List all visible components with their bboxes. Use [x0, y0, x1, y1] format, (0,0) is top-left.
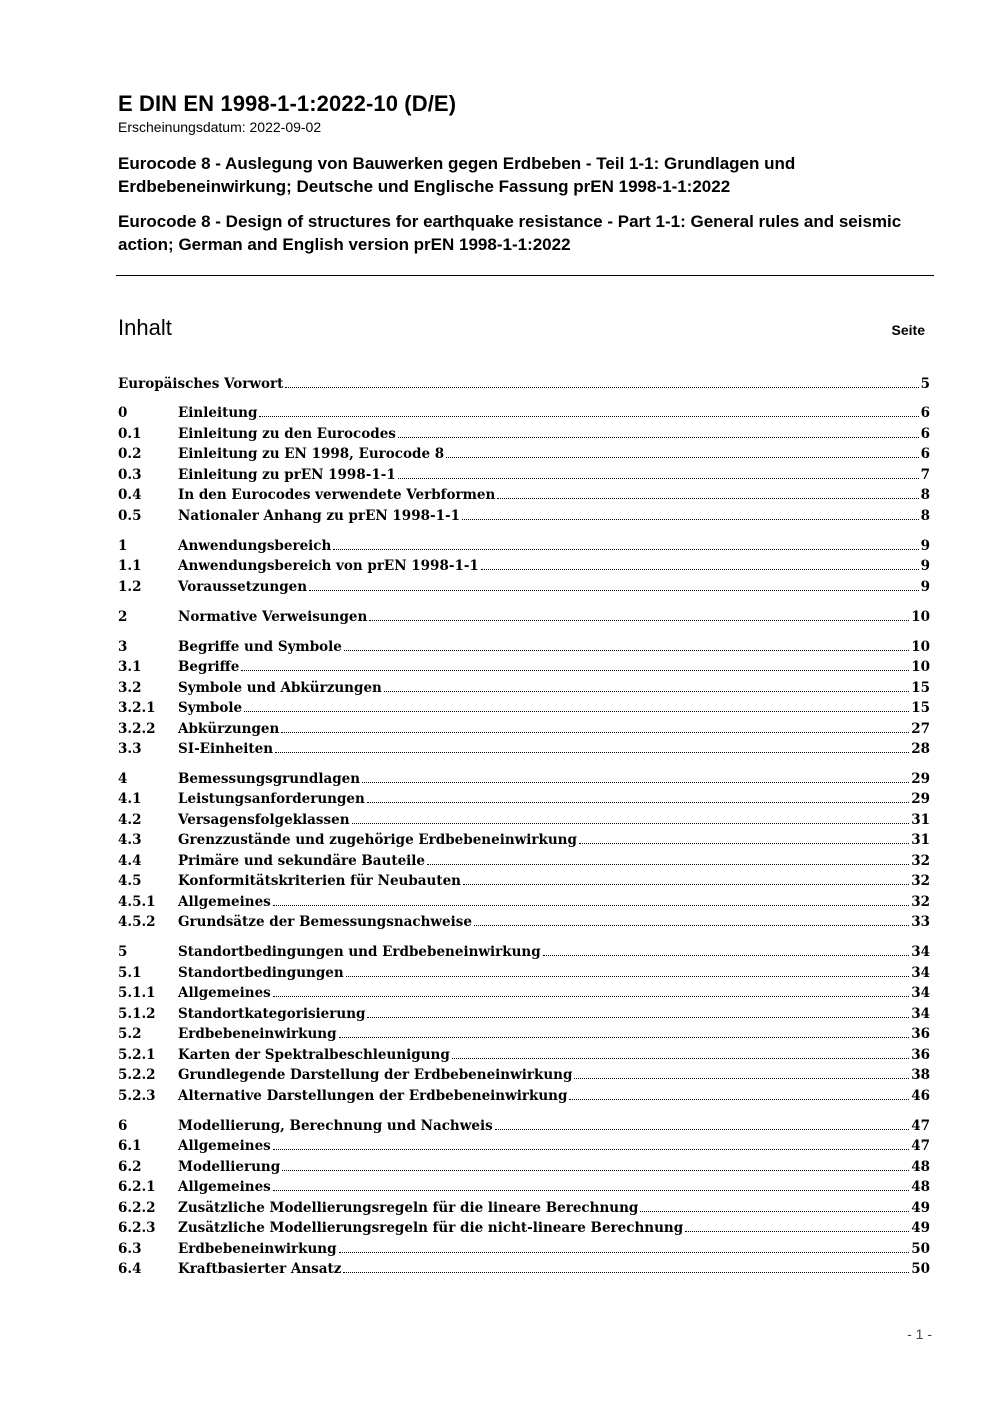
- toc-entry[interactable]: [118, 848, 930, 869]
- toc-entry-number: 0.3: [118, 466, 142, 483]
- toc-entry-title[interactable]: Bemessungsgrundlagen: [178, 770, 361, 787]
- toc-entry-title[interactable]: Modellierung: [178, 1158, 281, 1175]
- toc-dot-leader: [346, 976, 910, 977]
- toc-entry-number: 3.2: [118, 679, 142, 696]
- toc-entry-title[interactable]: Einleitung zu prEN 1998-1-1: [178, 466, 396, 483]
- toc-entry-page: 50: [911, 1240, 930, 1257]
- toc-dot-leader: [352, 823, 910, 824]
- toc-entry-page: 29: [911, 791, 930, 808]
- toc-entry-number: 0.2: [118, 446, 142, 463]
- toc-entry-title[interactable]: Versagensfolgeklassen: [178, 811, 350, 828]
- toc-entry-title[interactable]: SI-Einheiten: [178, 741, 274, 758]
- toc-entry-number: 0.4: [118, 487, 142, 504]
- toc-entry-page: 31: [911, 832, 930, 849]
- toc-entry[interactable]: [118, 1063, 930, 1084]
- toc-entry[interactable]: [118, 716, 930, 737]
- toc-entry-title[interactable]: Erdbebeneinwirkung: [178, 1026, 337, 1043]
- toc-dot-leader: [497, 498, 918, 499]
- toc-entry-title[interactable]: Europäisches Vorwort: [118, 375, 284, 392]
- toc-entry-title[interactable]: Abkürzungen: [178, 720, 280, 737]
- toc-dot-leader: [339, 1252, 910, 1253]
- toc-entry[interactable]: [118, 766, 930, 787]
- toc-entry-page: 50: [911, 1261, 930, 1278]
- toc-entry-page: 47: [911, 1117, 930, 1134]
- toc-entry-number: 4.1: [118, 791, 142, 808]
- toc-entry[interactable]: [118, 462, 930, 483]
- toc-entry-number: 6.1: [118, 1138, 142, 1155]
- toc-entry-number: 3.2.1: [118, 700, 156, 717]
- toc-entry-number: 6.4: [118, 1261, 142, 1278]
- toc-entry-number: 2: [118, 608, 128, 625]
- toc-entry-page: 10: [911, 638, 930, 655]
- toc-entry-number: 0.1: [118, 425, 142, 442]
- toc-entry-page: 6: [920, 405, 930, 422]
- toc-dot-leader: [452, 1058, 909, 1059]
- toc-entry-number: 6: [118, 1117, 128, 1134]
- toc-entry-number: 0: [118, 405, 128, 422]
- toc-entry-page: 38: [911, 1067, 930, 1084]
- toc-dot-leader: [367, 802, 909, 803]
- toc-entry-page: 46: [911, 1087, 930, 1104]
- toc-entry[interactable]: [118, 604, 930, 625]
- toc-entry[interactable]: [118, 807, 930, 828]
- toc-entry[interactable]: [118, 442, 930, 463]
- toc-entry[interactable]: [118, 1257, 930, 1278]
- toc-dot-leader: [446, 457, 918, 458]
- publication-date: Erscheinungsdatum: 2022-09-02: [118, 119, 322, 135]
- toc-entry-number: 6.3: [118, 1240, 142, 1257]
- toc-entry-number: 4.3: [118, 832, 142, 849]
- toc-entry-title[interactable]: Symbole: [178, 700, 243, 717]
- toc-entry-page: 31: [911, 811, 930, 828]
- toc-entry-title[interactable]: Grundlegende Darstellung der Erdbebeneinwirkung: [178, 1067, 573, 1084]
- toc-entry-title[interactable]: Einleitung zu den Eurocodes: [178, 425, 396, 442]
- toc-dot-leader: [273, 1190, 909, 1191]
- toc-entry-title[interactable]: Nationaler Anhang zu prEN 1998-1-1: [178, 507, 460, 524]
- toc-entry-title[interactable]: Erdbebeneinwirkung: [178, 1240, 337, 1257]
- toc-entry-title[interactable]: Einleitung zu EN 1998, Eurocode 8: [178, 446, 445, 463]
- toc-entry[interactable]: [118, 574, 930, 595]
- toc-entry-title[interactable]: Allgemeines: [178, 1138, 271, 1155]
- toc-dot-leader: [282, 1170, 909, 1171]
- toc-dot-leader: [343, 1272, 909, 1273]
- toc-entry-number: 1.1: [118, 558, 142, 575]
- toc-entry[interactable]: [118, 869, 930, 890]
- toc-entry-title[interactable]: Allgemeines: [178, 985, 271, 1002]
- toc-dot-leader: [309, 590, 919, 591]
- toc-entry-title[interactable]: Anwendungsbereich von prEN 1998-1-1: [178, 558, 479, 575]
- toc-entry-number: 1: [118, 537, 128, 554]
- toc-entry-number: 5.1.2: [118, 1005, 156, 1022]
- toc-entry-title[interactable]: Zusätzliche Modellierungsregeln für die nicht-lineare Berechnung: [178, 1220, 684, 1237]
- toc-entry-page: 34: [911, 964, 930, 981]
- toc-entry-title[interactable]: Konformitätskriterien für Neubauten: [178, 873, 461, 890]
- toc-dot-leader: [273, 905, 909, 906]
- toc-entry-page: 48: [911, 1158, 930, 1175]
- toc-entry[interactable]: [118, 910, 930, 931]
- toc-dot-leader: [362, 782, 909, 783]
- toc-dot-leader: [427, 864, 909, 865]
- toc-entry[interactable]: [118, 889, 930, 910]
- toc-dot-leader: [281, 732, 909, 733]
- toc-entry-page: 27: [911, 720, 930, 737]
- toc-entry-number: 4.5: [118, 873, 142, 890]
- toc-entry-page: 33: [911, 914, 930, 931]
- toc-entry-number: 1.2: [118, 578, 142, 595]
- toc-entry-title[interactable]: Standortbedingungen und Erdbebeneinwirkung: [178, 944, 541, 961]
- toc-dot-leader: [474, 925, 909, 926]
- toc-dot-leader: [463, 884, 909, 885]
- toc-entry-number: 5.1.1: [118, 985, 156, 1002]
- toc-entry[interactable]: [118, 1001, 930, 1022]
- toc-dot-leader: [481, 569, 919, 570]
- toc-entry-number: 5.1: [118, 964, 142, 981]
- toc-entry[interactable]: [118, 503, 930, 524]
- toc-entry-number: 3.2.2: [118, 720, 156, 737]
- toc-entry-number: 6.2.2: [118, 1199, 156, 1216]
- toc-entry-title[interactable]: Leistungsanforderungen: [178, 791, 365, 808]
- toc-entry-page: 34: [911, 985, 930, 1002]
- toc-entry-title[interactable]: Modellierung, Berechnung und Nachweis: [178, 1117, 493, 1134]
- toc-entry[interactable]: [118, 634, 930, 655]
- toc-entry[interactable]: [118, 1175, 930, 1196]
- toc-entry-page: 49: [911, 1199, 930, 1216]
- toc-entry-page: 10: [911, 659, 930, 676]
- toc-entry[interactable]: [118, 1216, 930, 1237]
- toc-entry[interactable]: [118, 1083, 930, 1104]
- toc-entry-title[interactable]: Alternative Darstellungen der Erdbebeneinwirkung: [178, 1087, 568, 1104]
- toc-entry[interactable]: [118, 554, 930, 575]
- toc-entry-title[interactable]: Zusätzliche Modellierungsregeln für die lineare Berechnung: [178, 1199, 639, 1216]
- toc-entry-page: 9: [920, 537, 930, 554]
- toc-dot-leader: [579, 843, 909, 844]
- toc-entry-title[interactable]: Karten der Spektralbeschleunigung: [178, 1046, 450, 1063]
- toc-entry-title[interactable]: Standortkategorisierung: [178, 1005, 366, 1022]
- toc-entry-page: 32: [911, 873, 930, 890]
- toc-entry-page: 8: [920, 487, 930, 504]
- toc-entry-page: 29: [911, 770, 930, 787]
- toc-entry-number: 5: [118, 944, 128, 961]
- contents-heading: Inhalt: [118, 315, 172, 340]
- toc-entry[interactable]: [118, 1042, 930, 1063]
- toc-dot-leader: [285, 387, 918, 388]
- toc-entry-title[interactable]: Kraftbasierter Ansatz: [178, 1261, 342, 1278]
- header-divider: [116, 275, 934, 276]
- toc-dot-leader: [333, 549, 918, 550]
- toc-entry-page: 36: [911, 1026, 930, 1043]
- toc-entry[interactable]: [118, 401, 930, 422]
- toc-entry[interactable]: [118, 696, 930, 717]
- toc-entry-page: 10: [911, 608, 930, 625]
- toc-entry[interactable]: [118, 960, 930, 981]
- toc-entry[interactable]: [118, 483, 930, 504]
- toc-entry-title[interactable]: Voraussetzungen: [178, 578, 308, 595]
- toc-entry[interactable]: [118, 1154, 930, 1175]
- toc-entry[interactable]: [118, 371, 930, 392]
- toc-dot-leader: [640, 1211, 909, 1212]
- toc-dot-leader: [369, 620, 909, 621]
- toc-entry-number: 5.2.3: [118, 1087, 156, 1104]
- toc-entry-number: 6.2.1: [118, 1179, 156, 1196]
- toc-entry-page: 7: [920, 466, 930, 483]
- toc-entry-page: 36: [911, 1046, 930, 1063]
- toc-entry-number: 5.2.1: [118, 1046, 156, 1063]
- toc-entry-number: 4.5.2: [118, 914, 156, 931]
- table-of-contents: [118, 371, 930, 1277]
- toc-entry-number: 4.5.1: [118, 893, 156, 910]
- page-column-label: Seite: [891, 322, 925, 338]
- toc-entry[interactable]: [118, 1236, 930, 1257]
- toc-dot-leader: [685, 1231, 909, 1232]
- toc-entry-number: 4.4: [118, 852, 142, 869]
- toc-entry-page: 9: [920, 558, 930, 575]
- toc-dot-leader: [259, 416, 918, 417]
- toc-entry-number: 6.2.3: [118, 1220, 156, 1237]
- toc-entry-title[interactable]: Begriffe und Symbole: [178, 638, 342, 655]
- toc-entry-number: 3.1: [118, 659, 142, 676]
- toc-dot-leader: [398, 478, 919, 479]
- toc-dot-leader: [495, 1129, 910, 1130]
- toc-entry-number: 0.5: [118, 507, 142, 524]
- toc-entry-page: 9: [920, 578, 930, 595]
- toc-entry-number: 4.2: [118, 811, 142, 828]
- toc-entry-title[interactable]: Grundsätze der Bemessungsnachweise: [178, 914, 472, 931]
- title-german: Eurocode 8 - Auslegung von Bauwerken gegen Erdbeben - Teil 1-1: Grundlagen und Erdbebeneinwirkung; Deutsche und Englische Fassung prEN 1998-1-1:2022: [118, 154, 796, 196]
- toc-entry-title[interactable]: Normative Verweisungen: [178, 608, 368, 625]
- page-number: - 1 -: [907, 1326, 932, 1342]
- toc-entry-page: 6: [920, 425, 930, 442]
- toc-entry[interactable]: [118, 828, 930, 849]
- toc-entry-title[interactable]: In den Eurocodes verwendete Verbformen: [178, 487, 496, 504]
- toc-dot-leader: [574, 1078, 909, 1079]
- toc-dot-leader: [273, 996, 909, 997]
- toc-entry-title[interactable]: Einleitung: [178, 405, 258, 422]
- toc-entry[interactable]: [118, 533, 930, 554]
- toc-entry-title[interactable]: Primäre und sekundäre Bauteile: [178, 852, 426, 869]
- toc-dot-leader: [367, 1017, 909, 1018]
- toc-entry-page: 34: [911, 944, 930, 961]
- toc-entry[interactable]: [118, 940, 930, 961]
- document-id: E DIN EN 1998-1-1:2022-10 (D/E): [118, 91, 457, 116]
- toc-entry-page: 32: [911, 893, 930, 910]
- toc-dot-leader: [275, 752, 909, 753]
- toc-entry-title[interactable]: Symbole und Abkürzungen: [178, 679, 382, 696]
- toc-entry-number: 6.2: [118, 1158, 142, 1175]
- document-header: [118, 90, 934, 256]
- toc-dot-leader: [339, 1037, 910, 1038]
- toc-dot-leader: [273, 1149, 909, 1150]
- toc-entry[interactable]: [118, 655, 930, 676]
- toc-entry[interactable]: [118, 787, 930, 808]
- toc-dot-leader: [241, 670, 909, 671]
- toc-dot-leader: [569, 1099, 909, 1100]
- toc-entry-page: 34: [911, 1005, 930, 1022]
- toc-dot-leader: [344, 650, 909, 651]
- toc-entry-number: 3: [118, 638, 128, 655]
- toc-entry-title[interactable]: Allgemeines: [178, 893, 271, 910]
- toc-entry-page: 28: [911, 741, 930, 758]
- toc-dot-leader: [384, 691, 909, 692]
- toc-entry-page: 5: [920, 375, 930, 392]
- toc-entry-title[interactable]: Grenzzustände und zugehörige Erdbebeneinwirkung: [178, 832, 577, 849]
- toc-dot-leader: [543, 955, 910, 956]
- toc-entry[interactable]: [118, 981, 930, 1002]
- toc-entry-number: 4: [118, 770, 128, 787]
- toc-entry-number: 5.2: [118, 1026, 142, 1043]
- toc-entry[interactable]: [118, 1134, 930, 1155]
- toc-entry-page: 48: [911, 1179, 930, 1196]
- toc-entry[interactable]: [118, 421, 930, 442]
- toc-entry-page: 15: [911, 700, 930, 717]
- toc-entry-title[interactable]: Allgemeines: [178, 1179, 271, 1196]
- toc-entry-page: 6: [920, 446, 930, 463]
- toc-entry[interactable]: [118, 737, 930, 758]
- title-english: Eurocode 8 - Design of structures for earthquake resistance - Part 1-1: General rules and seismic action; German and English version prEN 1998-1-1:2022: [118, 212, 902, 254]
- toc-entry-title[interactable]: Begriffe: [178, 659, 240, 676]
- toc-entry-page: 8: [920, 507, 930, 524]
- toc-entry[interactable]: [118, 1195, 930, 1216]
- toc-entry-page: 15: [911, 679, 930, 696]
- toc-dot-leader: [398, 437, 919, 438]
- toc-entry-title[interactable]: Anwendungsbereich: [178, 537, 332, 554]
- toc-entry[interactable]: [118, 675, 930, 696]
- toc-entry-number: 3.3: [118, 741, 142, 758]
- toc-entry-page: 49: [911, 1220, 930, 1237]
- toc-entry-page: 47: [911, 1138, 930, 1155]
- toc-dot-leader: [462, 519, 919, 520]
- toc-entry[interactable]: [118, 1113, 930, 1134]
- toc-dot-leader: [244, 711, 909, 712]
- toc-entry-title[interactable]: Standortbedingungen: [178, 964, 344, 981]
- toc-entry[interactable]: [118, 1022, 930, 1043]
- toc-entry-number: 5.2.2: [118, 1067, 156, 1084]
- toc-entry-page: 32: [911, 852, 930, 869]
